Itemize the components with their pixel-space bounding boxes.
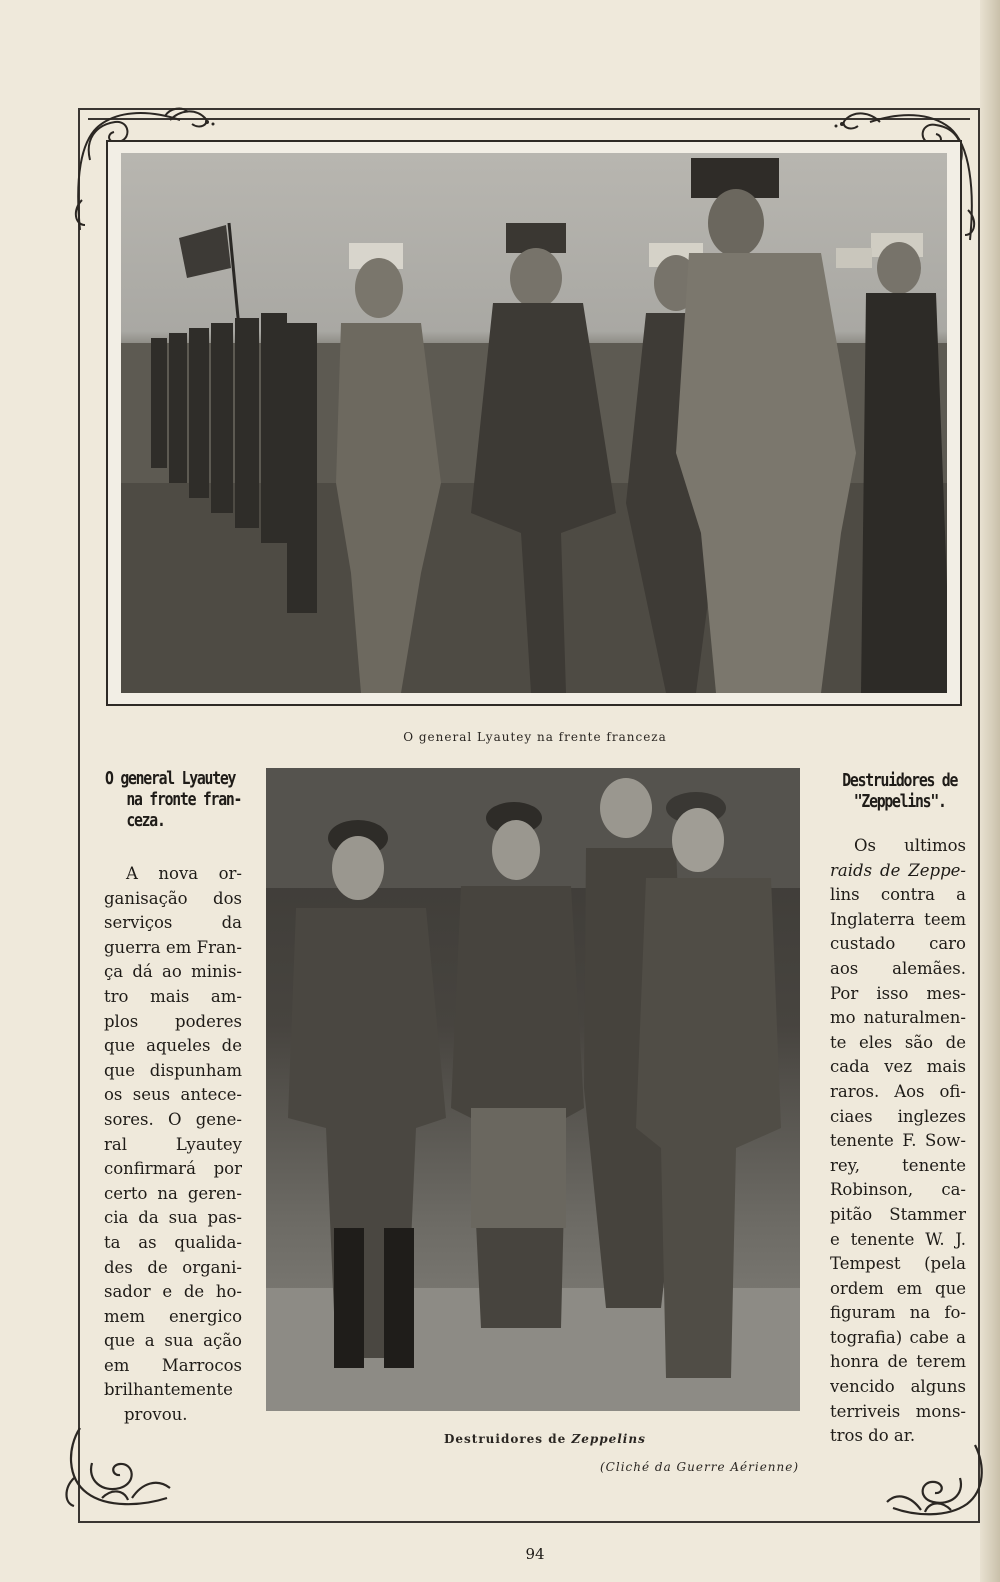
text-line: sador e de ho-	[104, 1282, 242, 1302]
text-line: custado caro	[830, 934, 966, 954]
left-article-body	[104, 862, 242, 1428]
photo-general-lyautey	[106, 140, 962, 706]
bottom-right-ornament	[885, 1440, 990, 1525]
text-line: plos poderes	[104, 1011, 242, 1031]
text-line: mo naturalmen-	[830, 1008, 966, 1028]
text-line: Robinson, ca-	[830, 1180, 966, 1200]
text-line: Por isso mes-	[830, 983, 966, 1003]
photo-zeppelin-destroyers	[266, 768, 800, 1411]
heading-line: na fronte fran-	[126, 789, 242, 810]
page-edge	[980, 0, 1000, 1582]
text-line: confirmará por	[104, 1159, 242, 1179]
text-line: Tempest (pela	[830, 1254, 966, 1274]
text-line: tenente F. Sow-	[830, 1131, 966, 1151]
text-line: figuram na fo-	[830, 1303, 966, 1323]
text-line: te eles são de	[830, 1032, 966, 1052]
text-line: mem energico	[104, 1306, 242, 1326]
text-line: A nova or-	[126, 864, 242, 883]
text-line: ça dá ao minis-	[104, 962, 242, 982]
text-line: vencido alguns	[830, 1377, 966, 1397]
text-line: Os ultimos	[854, 836, 966, 855]
photo-credit: (Cliché da Guerre Aérienne)	[600, 1460, 800, 1474]
text-line: cia da sua pas-	[104, 1208, 242, 1228]
photo2-caption	[444, 1432, 646, 1446]
photo2-caption-italic: Zeppelins	[571, 1432, 646, 1446]
text-line: que aqueles de	[104, 1036, 242, 1056]
photo-general-lyautey-image	[121, 153, 947, 693]
text-line: raros. Aos ofi-	[830, 1081, 966, 1101]
text-line: certo na geren-	[104, 1183, 242, 1203]
bottom-left-ornament	[62, 1418, 182, 1518]
text-line: ral Lyautey	[104, 1134, 242, 1154]
text-line: ordem em que	[830, 1278, 966, 1298]
text-line: ta as qualida-	[104, 1232, 242, 1252]
text-line: provou.	[124, 1405, 188, 1425]
heading-line: "Zeppelins".	[853, 791, 946, 812]
heading-line: O general Lyautey	[105, 768, 236, 789]
text-line: brilhantemente	[104, 1380, 233, 1400]
text-line: e tenente W. J.	[830, 1229, 966, 1249]
right-article-body	[830, 834, 966, 1449]
text-line: guerra em Fran-	[104, 937, 242, 957]
photo2-caption-prefix: Destruidores de	[444, 1432, 572, 1446]
text-line: cada vez mais	[830, 1057, 966, 1077]
text-line: que dispunham	[104, 1060, 242, 1080]
page-number: 94	[525, 1545, 545, 1563]
left-article-heading	[105, 768, 244, 831]
text-line: aos alemães.	[830, 958, 966, 978]
text-line: ganisação dos	[104, 888, 242, 908]
text-line: lins contra a	[830, 885, 966, 905]
text-line: tros do ar.	[830, 1426, 916, 1446]
right-article-heading	[830, 770, 969, 812]
text-line: que a sua ação	[104, 1331, 242, 1351]
text-line: sores. O gene-	[104, 1109, 242, 1129]
text-line: Inglaterra teem	[830, 909, 966, 929]
text-line: os seus antece-	[104, 1085, 242, 1105]
text-line: em Marrocos	[104, 1355, 242, 1375]
heading-line: ceza.	[126, 810, 165, 831]
text-line: tografia) cabe a	[830, 1327, 966, 1347]
text-line: pitão Stammer	[830, 1204, 966, 1224]
text-line: terriveis mons-	[830, 1401, 966, 1421]
photo1-caption: O general Lyautey na frente franceza	[403, 730, 667, 744]
text-line: honra de terem	[830, 1352, 966, 1372]
text-line: ciaes inglezes	[830, 1106, 966, 1126]
text-line: raids de Zeppe-	[830, 860, 966, 880]
heading-line: Destruidores de	[842, 770, 958, 791]
text-line: des de organi-	[104, 1257, 242, 1277]
text-line: serviços da	[104, 913, 242, 933]
text-line: tro mais am-	[104, 986, 242, 1006]
text-line: rey, tenente	[830, 1155, 966, 1175]
